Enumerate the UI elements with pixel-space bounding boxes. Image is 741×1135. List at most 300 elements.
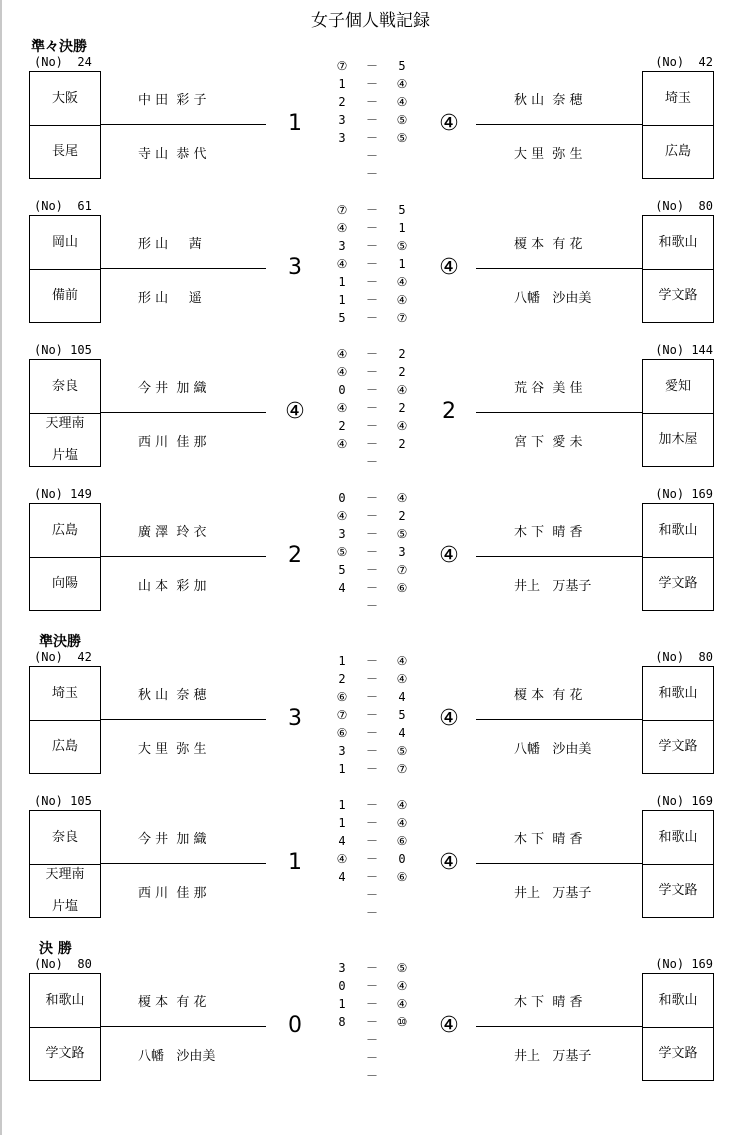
left-bracket-line	[101, 412, 266, 413]
right-club-name: 愛知	[664, 379, 691, 394]
game-score-dash: －	[365, 726, 378, 740]
game-score-right: ⑤	[396, 744, 408, 758]
right-club-box	[642, 71, 714, 179]
game-row	[330, 561, 414, 579]
game-score-right: 5	[398, 708, 406, 722]
game-score-dash: －	[365, 961, 378, 975]
left-player-name: 今 井 加 織	[138, 832, 207, 847]
game-score-left: ④	[336, 257, 348, 271]
right-club-name: 学文路	[658, 1046, 698, 1061]
game-score-left: ④	[336, 401, 348, 415]
left-entry-number: (No) 149	[34, 487, 92, 501]
game-score-right: 1	[398, 257, 406, 271]
right-match-score: ④	[439, 255, 459, 280]
match-block	[0, 53, 741, 203]
game-row	[330, 363, 414, 381]
left-player-name: 寺 山 恭 代	[138, 147, 207, 162]
game-row	[330, 255, 414, 273]
game-score-right: ⑤	[396, 961, 408, 975]
game-score-dash: －	[365, 1015, 378, 1029]
game-score-dash: －	[365, 654, 378, 668]
game-scores	[330, 652, 414, 778]
game-row	[330, 742, 414, 760]
left-club-box	[29, 71, 101, 179]
left-bracket-line	[101, 1026, 266, 1027]
club-box-divider	[30, 557, 100, 558]
left-club-name: 広島	[51, 523, 78, 538]
game-score-left: 2	[338, 95, 346, 109]
left-match-score: 2	[288, 543, 302, 568]
game-row	[330, 345, 414, 363]
game-score-right: ④	[396, 77, 408, 91]
game-score-right: ⑦	[396, 311, 408, 325]
game-score-left: 2	[338, 672, 346, 686]
game-score-right: ④	[396, 95, 408, 109]
game-score-right: 5	[398, 203, 406, 217]
game-score-right: ⑥	[396, 834, 408, 848]
right-club-name: 和歌山	[658, 235, 698, 250]
right-entry-number: (No) 80	[655, 199, 713, 213]
game-score-dash: －	[365, 997, 378, 1011]
game-row	[330, 111, 414, 129]
game-score-dash: －	[365, 563, 378, 577]
game-row	[330, 977, 414, 995]
club-box-divider	[643, 413, 713, 414]
right-bracket-line	[476, 1026, 642, 1027]
game-score-left: 3	[338, 131, 346, 145]
game-score-right: 5	[398, 59, 406, 73]
right-club-name: 埼玉	[664, 91, 691, 106]
right-club-box	[642, 666, 714, 774]
game-score-left: 0	[338, 979, 346, 993]
game-score-right: ④	[396, 293, 408, 307]
game-score-left: 1	[338, 654, 346, 668]
right-club-box	[642, 359, 714, 467]
match-block	[0, 955, 741, 1105]
game-score-dash: －	[365, 1069, 378, 1083]
game-row	[330, 57, 414, 75]
left-bracket-line	[101, 719, 266, 720]
left-club-box	[29, 503, 101, 611]
game-row	[330, 507, 414, 525]
game-score-dash: －	[365, 455, 378, 469]
game-scores	[330, 959, 414, 1085]
left-club-name: 奈良	[51, 830, 78, 845]
game-scores	[330, 489, 414, 615]
game-score-dash: －	[365, 979, 378, 993]
right-player-name: 荒 谷 美 佳	[514, 381, 583, 396]
right-club-name: 学文路	[658, 739, 698, 754]
game-score-left: 3	[338, 744, 346, 758]
club-box-divider	[643, 864, 713, 865]
game-score-left: 4	[338, 834, 346, 848]
game-score-right: ⑤	[396, 131, 408, 145]
right-club-box	[642, 215, 714, 323]
game-score-dash: －	[365, 744, 378, 758]
game-row	[330, 417, 414, 435]
game-score-left: 3	[338, 961, 346, 975]
game-row	[330, 237, 414, 255]
game-score-left: ⑤	[336, 545, 348, 559]
game-row	[330, 273, 414, 291]
game-score-left: 1	[338, 293, 346, 307]
right-match-score: ④	[439, 1013, 459, 1038]
game-row	[330, 1067, 414, 1085]
game-score-left: 5	[338, 311, 346, 325]
game-score-dash: －	[365, 383, 378, 397]
left-club-name: 広島	[51, 739, 78, 754]
left-bracket-line	[101, 863, 266, 864]
game-row	[330, 760, 414, 778]
game-row	[330, 724, 414, 742]
left-club-box	[29, 359, 101, 467]
right-club-name: 和歌山	[658, 830, 698, 845]
game-score-left: ⑥	[336, 690, 348, 704]
right-match-score: ④	[439, 850, 459, 875]
left-player-name: 形 山 遥	[138, 291, 202, 306]
game-score-dash: －	[365, 257, 378, 271]
game-score-right: ④	[396, 654, 408, 668]
left-bracket-line	[101, 268, 266, 269]
game-row	[330, 1031, 414, 1049]
game-score-dash: －	[365, 347, 378, 361]
game-score-left: ④	[336, 437, 348, 451]
right-bracket-line	[476, 268, 642, 269]
game-score-right: 1	[398, 221, 406, 235]
right-entry-number: (No) 144	[655, 343, 713, 357]
game-row	[330, 814, 414, 832]
club-box-divider	[30, 125, 100, 126]
game-score-right: ⑥	[396, 870, 408, 884]
game-score-dash: －	[365, 77, 378, 91]
game-score-left: ④	[336, 221, 348, 235]
game-score-dash: －	[365, 798, 378, 812]
left-player-name: 大 里 弥 生	[138, 742, 207, 757]
game-score-dash: －	[365, 401, 378, 415]
right-club-box	[642, 503, 714, 611]
club-box-divider	[643, 720, 713, 721]
game-score-left: 1	[338, 762, 346, 776]
right-club-name: 学文路	[658, 288, 698, 303]
game-score-left: ⑦	[336, 708, 348, 722]
game-score-dash: －	[365, 221, 378, 235]
match-block	[0, 792, 741, 942]
left-club-name: 天理南 片塩	[45, 867, 85, 914]
game-score-left: 1	[338, 997, 346, 1011]
game-score-right: ④	[396, 419, 408, 433]
right-entry-number: (No) 42	[655, 55, 713, 69]
left-match-score: 3	[288, 255, 302, 280]
left-match-score: 1	[288, 850, 302, 875]
game-score-dash: －	[365, 419, 378, 433]
game-score-left: 0	[338, 383, 346, 397]
game-score-right: 2	[398, 509, 406, 523]
game-score-dash: －	[365, 1051, 378, 1065]
game-score-left: ④	[336, 347, 348, 361]
game-row	[330, 201, 414, 219]
game-score-dash: －	[365, 239, 378, 253]
game-scores	[330, 57, 414, 183]
left-bracket-line	[101, 556, 266, 557]
right-player-name: 井上 万基子	[514, 886, 592, 901]
game-score-dash: －	[365, 581, 378, 595]
right-club-name: 広島	[664, 144, 691, 159]
game-score-right: ④	[396, 275, 408, 289]
round-title: 決 勝	[39, 941, 72, 957]
game-score-right: 2	[398, 347, 406, 361]
game-row	[330, 543, 414, 561]
game-score-dash: －	[365, 311, 378, 325]
game-score-left: 3	[338, 527, 346, 541]
game-score-right: ④	[396, 491, 408, 505]
right-player-name: 秋 山 奈 穂	[514, 93, 583, 108]
game-row	[330, 129, 414, 147]
right-bracket-line	[476, 556, 642, 557]
club-box-divider	[30, 1027, 100, 1028]
left-club-name: 岡山	[51, 235, 78, 250]
left-club-name: 大阪	[51, 91, 78, 106]
game-score-left: 1	[338, 275, 346, 289]
match-block	[0, 197, 741, 347]
club-box-divider	[643, 125, 713, 126]
game-score-left: 1	[338, 816, 346, 830]
left-player-name: 八幡 沙由美	[138, 1049, 216, 1064]
right-entry-number: (No) 169	[655, 794, 713, 808]
game-score-left: 3	[338, 239, 346, 253]
left-entry-number: (No) 80	[34, 957, 92, 971]
game-score-left: ⑦	[336, 59, 348, 73]
game-score-left: ④	[336, 509, 348, 523]
game-score-right: ④	[396, 979, 408, 993]
game-score-left: 5	[338, 563, 346, 577]
game-row	[330, 381, 414, 399]
game-score-right: 2	[398, 365, 406, 379]
round-title: 準々決勝	[31, 39, 87, 55]
game-score-right: ⑤	[396, 239, 408, 253]
right-player-name: 八幡 沙由美	[514, 291, 592, 306]
right-club-name: 和歌山	[658, 686, 698, 701]
game-score-right: 4	[398, 726, 406, 740]
game-score-dash: －	[365, 852, 378, 866]
right-player-name: 木 下 晴 香	[514, 995, 583, 1010]
left-player-name: 西 川 佳 那	[138, 886, 207, 901]
match-block	[0, 648, 741, 798]
game-score-dash: －	[365, 1033, 378, 1047]
game-score-dash: －	[365, 545, 378, 559]
left-player-name: 中 田 彩 子	[138, 93, 207, 108]
right-match-score: ④	[439, 111, 459, 136]
game-score-left: ④	[336, 365, 348, 379]
game-score-right: 2	[398, 401, 406, 415]
game-score-left: ④	[336, 852, 348, 866]
right-player-name: 榎 本 有 花	[514, 237, 583, 252]
game-row	[330, 886, 414, 904]
club-box-divider	[30, 269, 100, 270]
club-box-divider	[30, 864, 100, 865]
right-entry-number: (No) 169	[655, 487, 713, 501]
right-club-name: 和歌山	[658, 993, 698, 1008]
club-box-divider	[30, 413, 100, 414]
game-score-dash: －	[365, 131, 378, 145]
game-score-dash: －	[365, 599, 378, 613]
club-box-divider	[643, 1027, 713, 1028]
game-row	[330, 1049, 414, 1067]
right-match-score: ④	[439, 543, 459, 568]
right-player-name: 八幡 沙由美	[514, 742, 592, 757]
game-score-right: ④	[396, 672, 408, 686]
game-score-dash: －	[365, 672, 378, 686]
club-box-divider	[30, 720, 100, 721]
left-club-name: 埼玉	[51, 686, 78, 701]
game-score-left: ⑥	[336, 726, 348, 740]
game-row	[330, 995, 414, 1013]
left-entry-number: (No) 42	[34, 650, 92, 664]
game-score-dash: －	[365, 149, 378, 163]
game-score-left: ⑦	[336, 203, 348, 217]
game-score-left: 1	[338, 798, 346, 812]
left-player-name: 榎 本 有 花	[138, 995, 207, 1010]
left-club-name: 学文路	[45, 1046, 85, 1061]
left-club-name: 天理南 片塩	[45, 416, 85, 463]
left-club-box	[29, 810, 101, 918]
game-score-dash: －	[365, 167, 378, 181]
club-box-divider	[643, 557, 713, 558]
game-row	[330, 435, 414, 453]
game-score-dash: －	[365, 762, 378, 776]
right-entry-number: (No) 80	[655, 650, 713, 664]
game-score-right: ④	[396, 816, 408, 830]
page-title: 女子個人戦記録	[311, 11, 430, 31]
game-row	[330, 688, 414, 706]
game-row	[330, 453, 414, 471]
left-club-box	[29, 973, 101, 1081]
game-row	[330, 670, 414, 688]
game-row	[330, 597, 414, 615]
right-bracket-line	[476, 124, 642, 125]
game-score-dash: －	[365, 293, 378, 307]
game-row	[330, 796, 414, 814]
game-score-right: ⑦	[396, 762, 408, 776]
game-score-dash: －	[365, 509, 378, 523]
left-match-score: 3	[288, 706, 302, 731]
game-score-right: ⑦	[396, 563, 408, 577]
game-row	[330, 850, 414, 868]
game-score-right: ⑤	[396, 113, 408, 127]
left-match-score: ④	[285, 399, 305, 424]
game-row	[330, 579, 414, 597]
right-club-box	[642, 973, 714, 1081]
right-club-name: 学文路	[658, 576, 698, 591]
left-club-name: 向陽	[51, 576, 78, 591]
right-bracket-line	[476, 412, 642, 413]
game-row	[330, 93, 414, 111]
game-score-dash: －	[365, 491, 378, 505]
game-score-dash: －	[365, 365, 378, 379]
left-player-name: 秋 山 奈 穂	[138, 688, 207, 703]
game-score-dash: －	[365, 690, 378, 704]
left-match-score: 1	[288, 111, 302, 136]
game-score-dash: －	[365, 816, 378, 830]
game-score-right: ⑤	[396, 527, 408, 541]
left-entry-number: (No) 61	[34, 199, 92, 213]
right-player-name: 宮 下 愛 未	[514, 435, 583, 450]
left-player-name: 形 山 茜	[138, 237, 202, 252]
game-row	[330, 489, 414, 507]
game-score-right: 4	[398, 690, 406, 704]
game-score-right: 3	[398, 545, 406, 559]
game-score-dash: －	[365, 870, 378, 884]
right-club-name: 和歌山	[658, 523, 698, 538]
game-score-right: ④	[396, 798, 408, 812]
right-entry-number: (No) 169	[655, 957, 713, 971]
right-match-score: 2	[442, 399, 456, 424]
game-row	[330, 832, 414, 850]
game-scores	[330, 796, 414, 922]
game-row	[330, 1013, 414, 1031]
left-match-score: 0	[288, 1013, 302, 1038]
game-score-dash: －	[365, 275, 378, 289]
game-row	[330, 219, 414, 237]
game-score-right: 2	[398, 437, 406, 451]
game-score-right: ④	[396, 997, 408, 1011]
game-score-dash: －	[365, 203, 378, 217]
game-score-left: 4	[338, 581, 346, 595]
game-score-right: 0	[398, 852, 406, 866]
game-score-dash: －	[365, 95, 378, 109]
game-score-dash: －	[365, 527, 378, 541]
left-club-name: 和歌山	[45, 993, 85, 1008]
game-score-left: 2	[338, 419, 346, 433]
game-score-dash: －	[365, 888, 378, 902]
game-score-left: 8	[338, 1015, 346, 1029]
game-row	[330, 706, 414, 724]
club-box-divider	[643, 269, 713, 270]
match-block	[0, 485, 741, 635]
game-row	[330, 309, 414, 327]
game-scores	[330, 345, 414, 471]
right-player-name: 榎 本 有 花	[514, 688, 583, 703]
game-row	[330, 525, 414, 543]
game-score-left: 0	[338, 491, 346, 505]
game-score-dash: －	[365, 834, 378, 848]
game-row	[330, 75, 414, 93]
game-row	[330, 165, 414, 183]
game-score-left: 4	[338, 870, 346, 884]
left-player-name: 西 川 佳 那	[138, 435, 207, 450]
game-score-left: 1	[338, 77, 346, 91]
right-player-name: 井上 万基子	[514, 1049, 592, 1064]
game-score-right: ⑩	[396, 1015, 408, 1029]
right-club-box	[642, 810, 714, 918]
right-bracket-line	[476, 719, 642, 720]
right-player-name: 井上 万基子	[514, 579, 592, 594]
right-player-name: 木 下 晴 香	[514, 525, 583, 540]
match-block	[0, 341, 741, 491]
right-match-score: ④	[439, 706, 459, 731]
game-score-dash: －	[365, 437, 378, 451]
game-score-dash: －	[365, 708, 378, 722]
game-score-dash: －	[365, 59, 378, 73]
game-row	[330, 147, 414, 165]
right-player-name: 大 里 弥 生	[514, 147, 583, 162]
left-club-name: 奈良	[51, 379, 78, 394]
game-row	[330, 399, 414, 417]
game-score-dash: －	[365, 113, 378, 127]
left-club-box	[29, 215, 101, 323]
game-row	[330, 291, 414, 309]
left-player-name: 今 井 加 織	[138, 381, 207, 396]
round-title: 準決勝	[39, 634, 81, 650]
